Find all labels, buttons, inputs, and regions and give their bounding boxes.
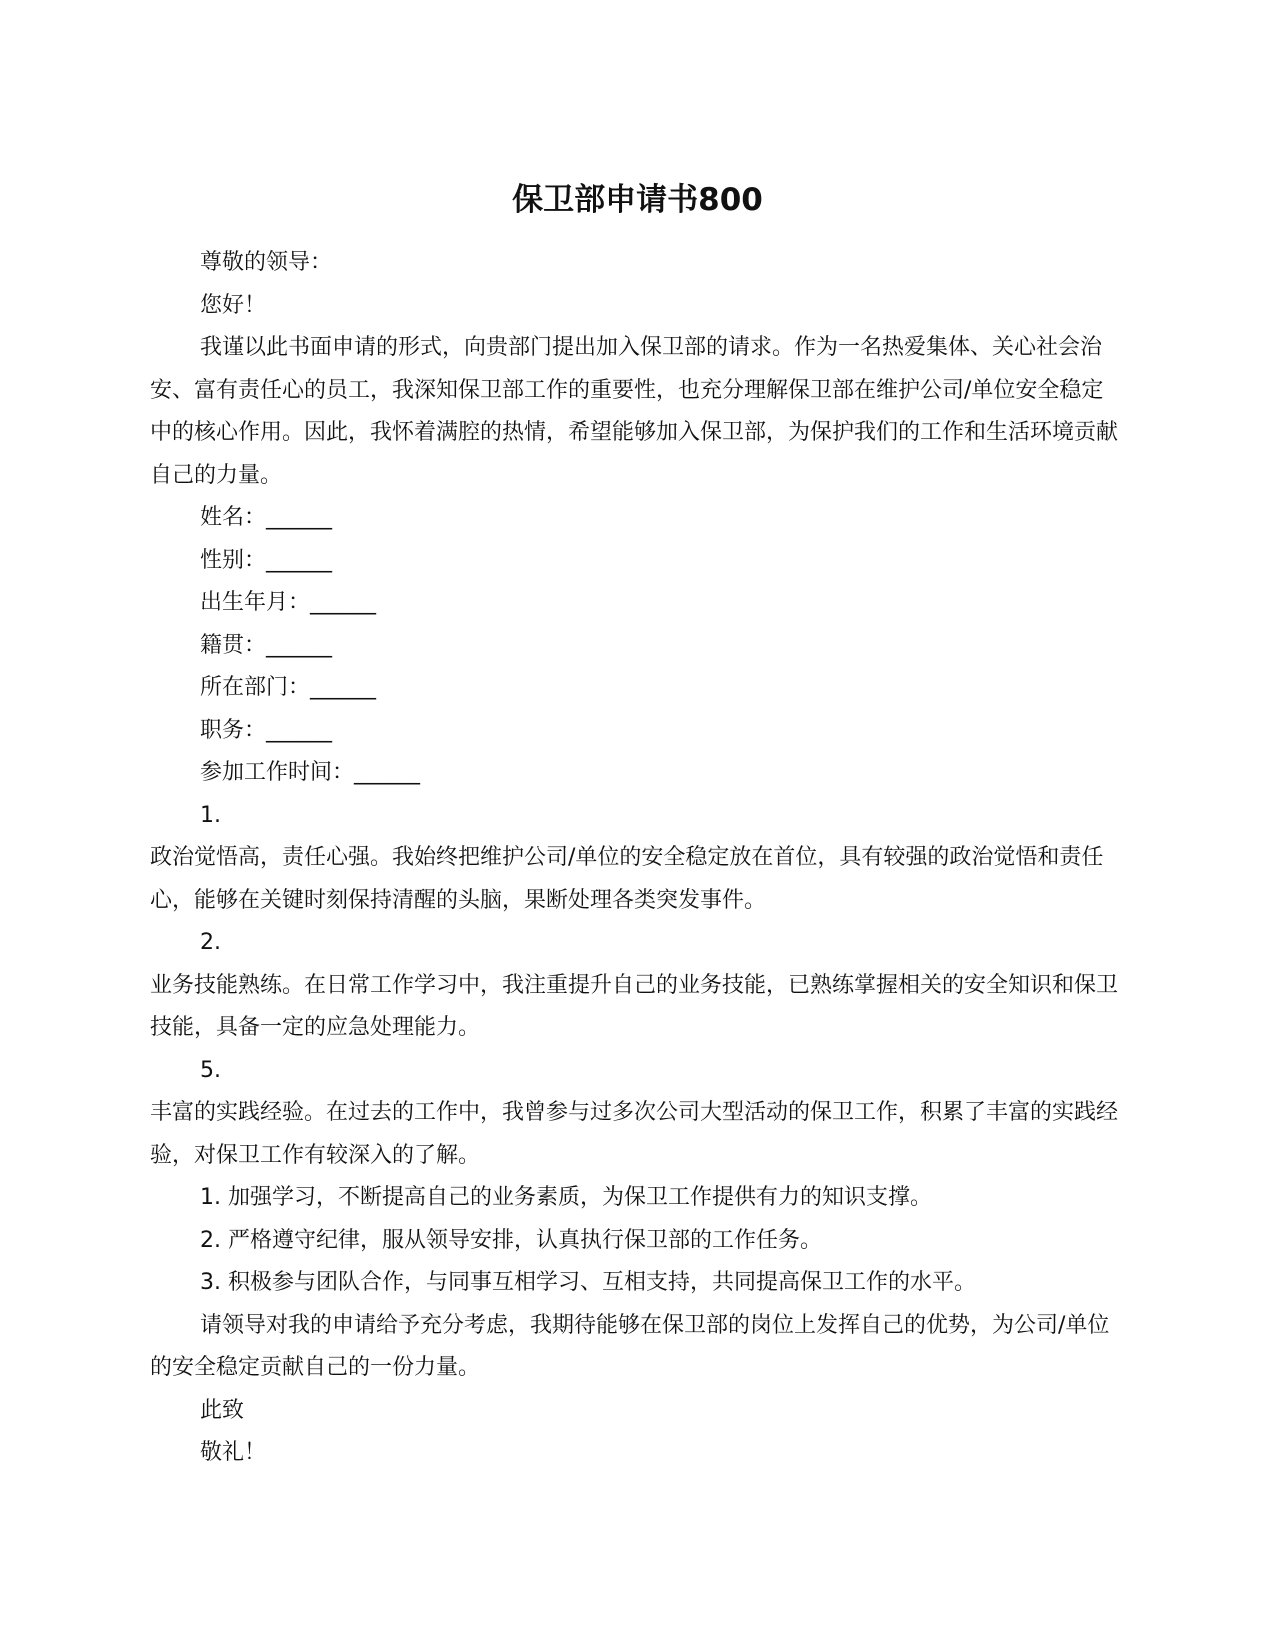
document-title: 保卫部申请书800 — [512, 182, 763, 218]
salutation: 尊敬的领导： — [200, 250, 333, 275]
point-text: 业务技能熟练。在日常工作学习中，我注重提升自己的业务技能，已熟练掌握相关的安全知识和保卫技能，具备一定的应急处理能力。 — [150, 972, 1119, 1040]
document-body — [150, 242, 1125, 1475]
point-number: 1. — [200, 802, 221, 828]
sign-off-jing-li: 敬礼！ — [200, 1440, 267, 1465]
point-number: 2. — [200, 930, 221, 955]
commitment-item: 3. 积极参与团队合作，与同事互相学习、互相支持，共同提高保卫工作的水平。 — [200, 1270, 976, 1295]
point-text: 丰富的实践经验。在过去的工作中，我曾参与过多次公司大型活动的保卫工作，积累了丰富的实践经验，对保卫工作有较深入的了解。 — [150, 1100, 1119, 1168]
field-department: 所在部门：______ — [200, 675, 377, 700]
intro-paragraph: 我谨以此书面申请的形式，向贵部门提出加入保卫部的请求。作为一名热爱集体、关心社会治安、富有责任心的员工，我深知保卫部工作的重要性，也充分理解保卫部在维护公司/单位安全稳定中的核心作用。因此，我怀着满腔的热情，希望能够加入保卫部，为保护我们的工作和生活环境贡献自己的力量。 — [150, 335, 1119, 488]
closing-paragraph: 请领导对我的申请给予充分考虑，我期待能够在保卫部的岗位上发挥自己的优势，为公司/单位的安全稳定贡献自己的一份力量。 — [150, 1312, 1110, 1380]
sign-off-ci-zhi: 此致 — [200, 1397, 245, 1423]
commitment-item: 1. 加强学习，不断提高自己的业务素质，为保卫工作提供有力的知识支撑。 — [200, 1185, 932, 1210]
field-origin: 籍贯：______ — [200, 632, 333, 658]
greeting: 您好！ — [200, 292, 267, 318]
field-gender: 性别：______ — [200, 547, 333, 573]
field-birth: 出生年月：______ — [200, 590, 377, 615]
field-name: 姓名：______ — [200, 505, 333, 530]
point-number: 5. — [200, 1057, 221, 1083]
commitment-item: 2. 严格遵守纪律，服从领导安排，认真执行保卫部的工作任务。 — [200, 1227, 822, 1253]
field-work-start: 参加工作时间：______ — [200, 760, 421, 785]
point-text: 政治觉悟高，责任心强。我始终把维护公司/单位的安全稳定放在首位，具有较强的政治觉悟和责任心，能够在关键时刻保持清醒的头脑，果断处理各类突发事件。 — [150, 845, 1104, 913]
field-position: 职务：______ — [200, 717, 333, 743]
